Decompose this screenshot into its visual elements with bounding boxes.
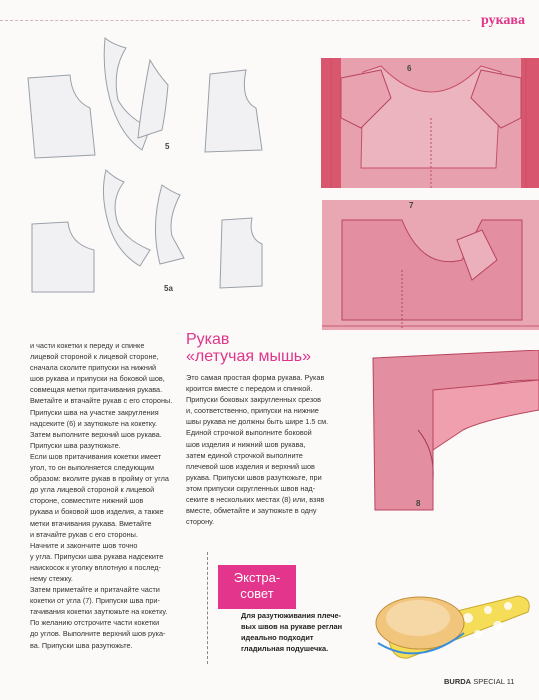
footer-brand: BURDA xyxy=(444,677,472,686)
text-line: Если шов притачивания кокетки имеет xyxy=(30,451,162,461)
text-line: вместе, обметайте и заутюжьте в одну xyxy=(186,506,317,516)
text-line: шов изделия и нижний шов рукава, xyxy=(186,439,306,449)
text-line: до угла лицевой стороной к лицевой xyxy=(30,485,155,495)
pattern-sleeve-right-2 xyxy=(155,185,184,264)
figure-label-5a: 5a xyxy=(164,284,173,293)
figure-label-5: 5 xyxy=(165,142,170,151)
text-line: По желанию отстрочите части кокетки xyxy=(30,618,160,628)
footer-edition: SPECIAL xyxy=(473,677,505,686)
left-column-text xyxy=(30,340,190,651)
pattern-sleeve-right xyxy=(138,60,168,138)
text-line: шов рукава и припуски на боковой шов, xyxy=(30,374,165,384)
pattern-front xyxy=(205,70,262,152)
photo-6 xyxy=(321,58,539,188)
text-line: швы рукава не должны быть шире 1.5 см. xyxy=(186,417,329,427)
photo-7 xyxy=(322,200,539,330)
photo-8 xyxy=(363,350,539,530)
extra-tip-badge xyxy=(218,565,296,609)
text-line: рукава и боковой шов изделия, а также xyxy=(30,507,164,517)
text-line: лицевой стороной к лицевой стороне, xyxy=(30,352,159,362)
pattern-diagrams xyxy=(0,30,300,300)
heading-line-2: «летучая мышь» xyxy=(186,348,312,365)
text-line: Начните и закончите шов точно xyxy=(30,540,138,550)
figure-label-6: 6 xyxy=(407,64,412,73)
text-line: до углов. Выполните верхний шов рука- xyxy=(30,629,166,639)
text-line: Вметайте и втачайте рукав с его стороны. xyxy=(30,396,173,406)
badge-line-2: совет xyxy=(240,586,274,601)
text-line: и, соответственно, припуски на нижние xyxy=(186,406,319,416)
tip-text xyxy=(241,610,365,654)
page-footer xyxy=(444,677,514,686)
text-line: Припуски шва разутюжьте. xyxy=(30,440,121,450)
section-tag: рукава xyxy=(480,13,525,28)
text-line: тачивания кокетки заутюжьте на кокетку. xyxy=(30,607,168,617)
tip-line: идеально подходит xyxy=(241,633,314,642)
tip-line: Для разутюживания плече- xyxy=(241,611,342,620)
text-line: и втачайте рукав с его стороны. xyxy=(30,529,138,539)
text-line: рукава. Припуски швов разутюжьте, при xyxy=(186,472,322,482)
tip-line: вых швов на рукаве реглан xyxy=(241,622,343,631)
text-line: сторону. xyxy=(186,517,215,527)
badge-line-1: Экстра- xyxy=(233,570,281,585)
figure-label-7: 7 xyxy=(409,201,414,210)
text-line: нему стежку. xyxy=(30,573,73,583)
pattern-back xyxy=(28,75,95,158)
text-line: у угла. Припуски шва рукава надсеките xyxy=(30,551,164,561)
text-line: образом: вколите рукав в пройму от угла xyxy=(30,474,169,484)
pattern-sleeve-left-2 xyxy=(103,170,150,266)
text-line: Затем приметайте и притачайте части xyxy=(30,585,160,595)
heading-line-1: Рукав xyxy=(186,331,230,348)
text-line: Это самая простая форма рукава. Рукав xyxy=(186,373,325,382)
text-line: кокетки от угла (7). Припуски шва при- xyxy=(30,596,160,606)
text-line: Единой строчкой выполните боковой xyxy=(186,428,312,438)
text-line: угол, то он выполняется следующим xyxy=(30,463,155,473)
text-line: Затем выполните верхний шов рукава. xyxy=(30,429,162,439)
section-heading xyxy=(186,331,386,365)
text-line: плечевой шов изделия и верхний шов xyxy=(186,461,315,471)
text-line: совмещая метки притачивания рукава. xyxy=(30,385,163,395)
text-line: затем единой строчкой выполните xyxy=(186,450,303,460)
pattern-front-2 xyxy=(220,218,262,288)
pattern-back-2 xyxy=(32,222,94,292)
text-line: ва. Припуски шва разутюжьте. xyxy=(30,640,133,650)
ironing-pad-illustration xyxy=(368,588,533,670)
page-number: 11 xyxy=(506,677,515,686)
text-line: кроится вместе с передом и спинкой. xyxy=(186,384,313,394)
text-line: метки втачивания рукава. Вметайте xyxy=(30,518,152,528)
text-line: наискосок к уголку вплотную к послед- xyxy=(30,562,161,572)
text-line: секите в нескольких местах (8) или, взяв xyxy=(186,495,325,505)
text-line: стороне, совместите нижний шов xyxy=(30,496,144,506)
tip-line: гладильная подушечка. xyxy=(241,644,329,653)
header-rule xyxy=(0,20,470,21)
text-line: этом припуски скругленных швов над- xyxy=(186,483,316,493)
text-line: Припуски шва на участке закругления xyxy=(30,407,159,417)
text-line: сначала сколите припуски на нижний xyxy=(30,363,157,373)
middle-column-text xyxy=(186,372,354,527)
figure-label-8: 8 xyxy=(416,499,421,508)
text-line: Припуски боковых закругленных срезов xyxy=(186,395,322,405)
text-line: и части кокетки к переду и спинке xyxy=(30,341,145,350)
text-line: надсеките (6) и заутюжьте на кокетку. xyxy=(30,418,157,428)
